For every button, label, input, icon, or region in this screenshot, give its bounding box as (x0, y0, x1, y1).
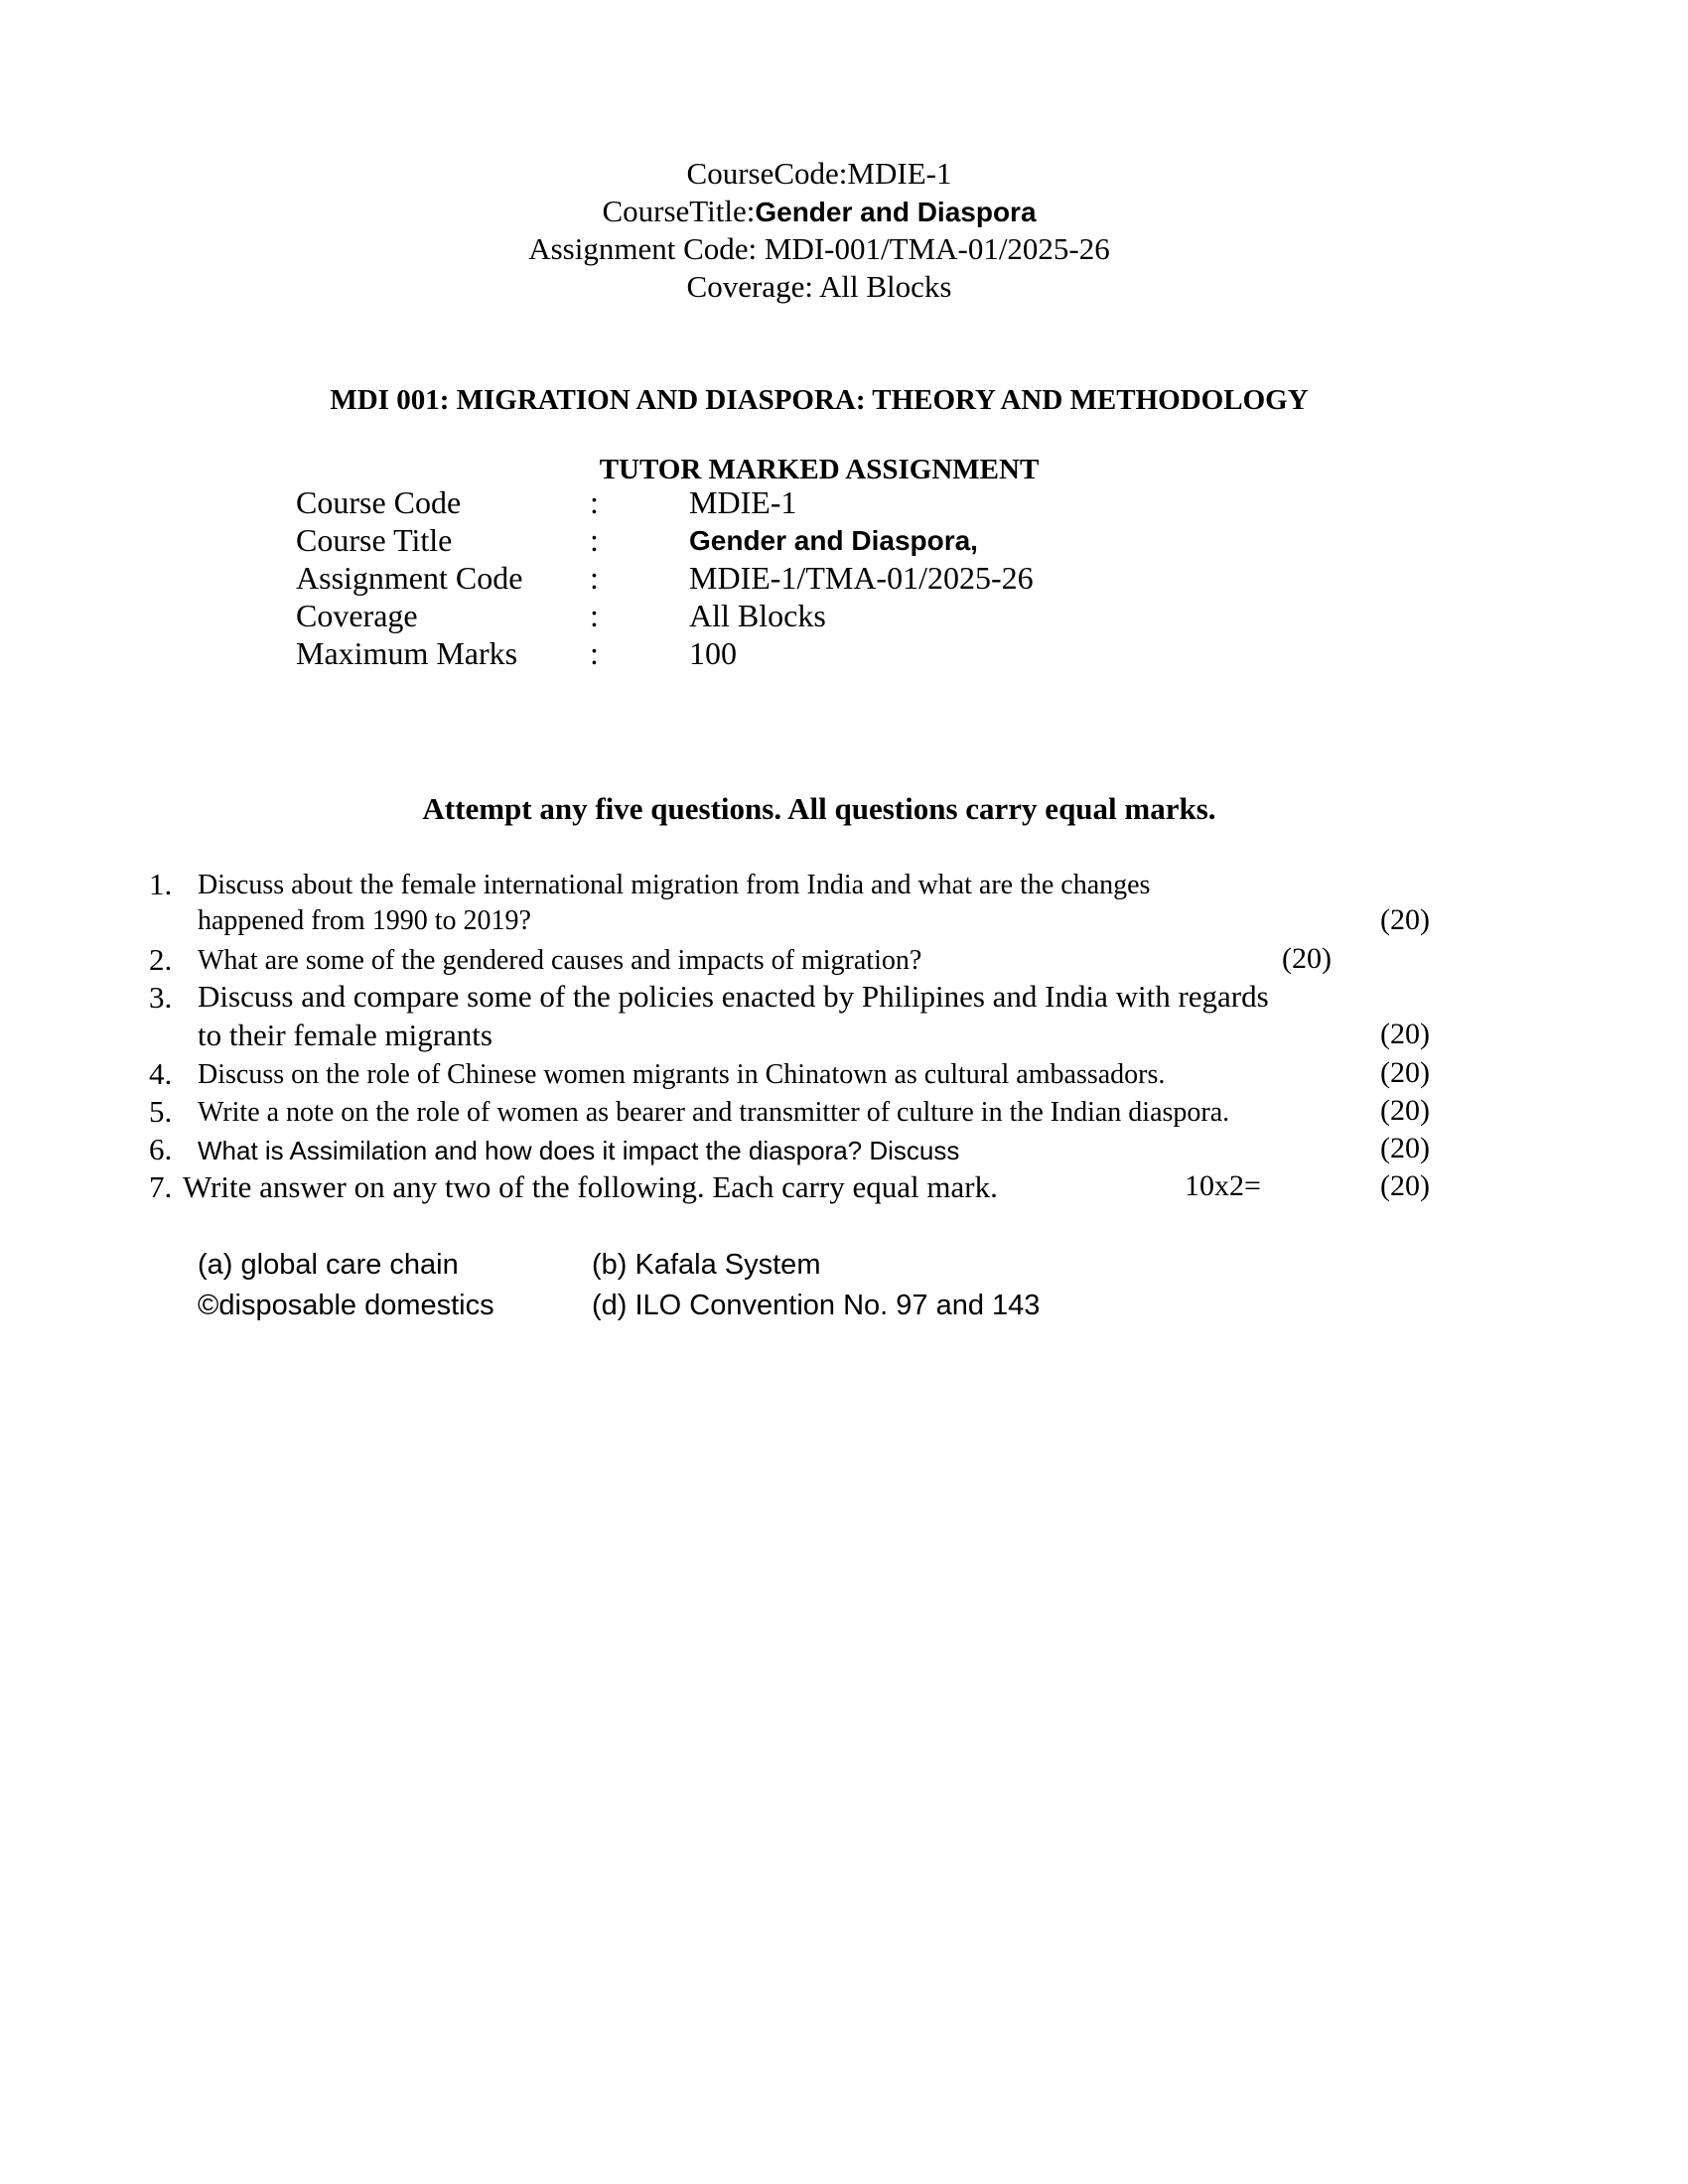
header-course-title (0, 193, 1638, 231)
question-formula: 10x2= (1185, 1169, 1261, 1202)
question-marks: (20) (1282, 942, 1332, 975)
question-number: 2. (149, 942, 173, 977)
question-text: Write answer on any two of the following. Each carry equal mark. (183, 1169, 998, 1204)
question-marks: (20) (1380, 1132, 1430, 1164)
course-heading: MDI 001: MIGRATION AND DIASPORA: THEORY AND METHODOLOGY (330, 384, 1309, 416)
question-number: 6. (149, 1132, 173, 1166)
question-text-continued: to their female migrants (198, 1018, 492, 1052)
header-course-title-value: Gender and Diaspora (755, 197, 1037, 227)
question-text-continued: happened from 1990 to 2019? (198, 905, 531, 936)
sub-item-c: ©disposable domestics (198, 1290, 494, 1321)
sub-item-a: (a) global care chain (198, 1249, 459, 1281)
info-colon: : (590, 635, 599, 671)
info-value: 100 (689, 635, 737, 671)
sub-item-d: (d) ILO Convention No. 97 and 143 (592, 1290, 1041, 1321)
question-text: What is Assimilation and how does it impact the diaspora? Discuss (198, 1136, 960, 1165)
info-value: MDIE-1/TMA-01/2025-26 (689, 560, 1034, 596)
instruction: Attempt any five questions. All questions carry equal marks. (422, 791, 1216, 826)
info-colon: : (590, 484, 599, 520)
question-number: 7. (149, 1169, 173, 1204)
question-number: 1. (149, 867, 173, 901)
info-value: Gender and Diaspora, (689, 525, 978, 556)
info-colon: : (590, 560, 599, 596)
info-label: Assignment Code (296, 560, 523, 596)
question-marks: (20) (1380, 903, 1430, 936)
question-text: Discuss about the female international migration from India and what are the changes (198, 870, 1151, 900)
info-label: Coverage (296, 598, 418, 633)
question-text: What are some of the gendered causes and impacts of migration? (198, 945, 922, 976)
question-text: Write a note on the role of women as bearer and transmitter of culture in the Indian diaspora. (198, 1097, 1230, 1128)
question-text: Discuss on the role of Chinese women migrants in Chinatown as cultural ambassadors. (198, 1059, 1166, 1090)
question-number: 4. (149, 1056, 173, 1091)
tma-title: TUTOR MARKED ASSIGNMENT (599, 454, 1040, 485)
question-number: 3. (149, 980, 173, 1015)
info-label: Course Title (296, 522, 453, 558)
info-value: MDIE-1 (689, 484, 797, 520)
sub-item-b: (b) Kafala System (592, 1249, 821, 1281)
header-coverage: Coverage: All Blocks (686, 269, 952, 304)
info-colon: : (590, 522, 599, 558)
info-colon: : (590, 598, 599, 633)
info-label: Maximum Marks (296, 635, 518, 671)
header-course-code: CourseCode:MDIE-1 (686, 156, 952, 191)
question-marks: (20) (1380, 1056, 1430, 1089)
question-marks: (20) (1380, 1018, 1430, 1050)
info-value: All Blocks (689, 598, 826, 633)
question-marks: (20) (1380, 1169, 1430, 1202)
question-marks: (20) (1380, 1094, 1430, 1127)
header-course-title-label: CourseTitle: (602, 194, 756, 228)
question-number: 5. (149, 1094, 173, 1129)
question-text: Discuss and compare some of the policies enacted by Philipines and India with regards (198, 979, 1269, 1014)
info-label: Course Code (296, 484, 462, 520)
header-assignment-code: Assignment Code: MDI-001/TMA-01/2025-26 (528, 231, 1110, 266)
